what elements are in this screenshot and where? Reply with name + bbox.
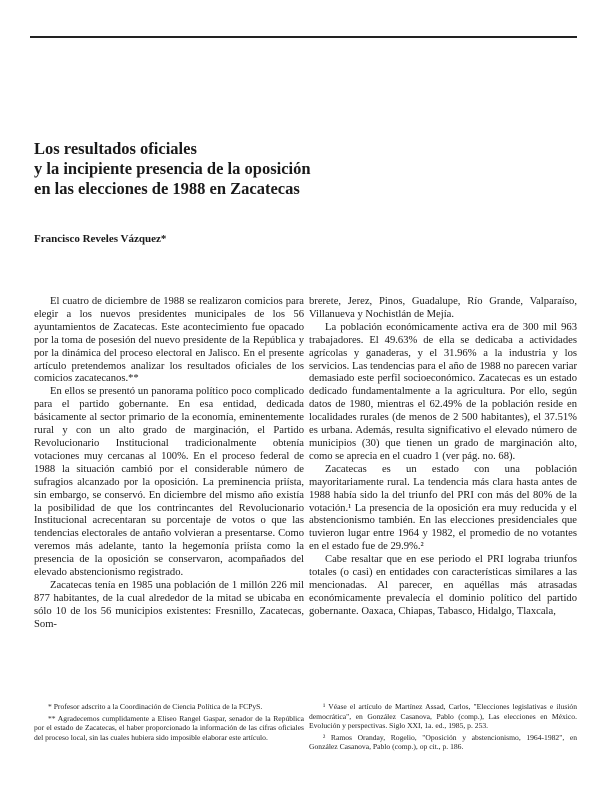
paragraph: El cuatro de diciembre de 1988 se realizaron comicios para elegir a los nuevos presidentes municipales de los 56 ayuntamientos de Zacatecas. Este acontecimiento fue opacado por la toma de posesión del nuevo presidente de la República y por la dinámica del proceso electoral en Jalisco. En el presente artículo pretendemos analizar los resultados oficiales de los comicios zacatecanos.** xyxy=(34,296,304,385)
footnotes-right xyxy=(309,702,577,754)
footnotes-left xyxy=(34,702,304,744)
paragraph: Zacatecas tenía en 1985 una población de 1 millón 226 mil 877 habitantes, de la cual alrededor de la mitad se ubicaba en sólo 10 de los 56 municipios existentes: Fresnillo, Zacatecas, Som- xyxy=(34,579,304,630)
footnote: ² Ramos Oranday, Rogelio, "Oposición y abstencionismo, 1964-1982", en González Casanova, Pablo (comp.), op cit., p. 186. xyxy=(309,732,577,752)
footnote: * Profesor adscrito a la Coordinación de Ciencia Política de la FCPyS. xyxy=(48,702,263,711)
right-column xyxy=(309,296,577,619)
left-column xyxy=(34,296,304,632)
paragraph: En ellos se presentó un panorama político poco complicado para el partido gobernante. En esa entidad, dedicada básicamente al sector primario de la economía, eminentemente rural y con un alto grado de marginación, el Partido Revolucionario Institucional tradicionalmente obtenía votaciones muy cercanas al 100%. En el proceso federal de 1988 la situación cambió por el considerable número de sufragios alcanzado por la oposición. La preminencia priísta, sin embargo, se conservó. En diciembre del mismo año existía la posibilidad de que los contrincantes del Revolucionario Institucional acrecentaran su porcentaje de votos o que las tendencias electorales de antaño volvieran a presentarse. Como veremos más adelante, tanto la hegemonía priísta como la presencia de la oposición se conservaron, acompañados del elevado abstencionismo registrado. xyxy=(34,386,304,579)
title-line-1: Los resultados oficiales xyxy=(34,139,197,158)
paragraph: Zacatecas es un estado con una población mayoritariamente rural. La tendencia más clara hasta antes de 1988 había sido la del triunfo del PRI con más del 80% de la votación.¹ La presencia de la oposición era muy reducida y el abstencionismo también. En las elecciones presidenciales que tuvieron lugar entre 1964 y 1982, el promedio de no votantes en el estado fue de 29.9%.² xyxy=(309,463,577,553)
paragraph: Cabe resaltar que en ese periodo el PRI lograba triunfos totales (o casi) en entidades con características similares a las mencionadas. Al parecer, en aquéllas más atrasadas económicamente prevalecía el dominio político del partido gobernante. Oaxaca, Chiapas, Tabasco, Hidalgo, Tlaxcala, xyxy=(309,554,577,617)
paragraph: La población económicamente activa era de 300 mil 963 trabajadores. El 49.63% de ella se dedicaba a actividades agrícolas y ganaderas, y el 31.96% a la industria y los servicios. Las tendencias para el año de 1988 no parecen variar demasiado este perfil socioeconómico. Zacatecas es un estado dedicado fundamentalmente a la agricultura. Por ello, según datos de 1980, mientras el 62.49% de la población reside en localidades rurales (de menos de 2 500 habitantes), el 37.51% es urbana. Además, resulta significativo el elevado número de municipios (30) que tienen un grado de marginación alto, como se aprecia en el cuadro 1 (ver pág. no. 68). xyxy=(309,321,577,462)
title-line-3: en las elecciones de 1988 en Zacatecas xyxy=(34,179,300,198)
paragraph: brerete, Jerez, Pinos, Guadalupe, Río Grande, Valparaíso, Villanueva y Nochistlán de Mejía. xyxy=(309,296,577,320)
author-byline: Francisco Reveles Vázquez* xyxy=(34,233,167,245)
footnote: ¹ Véase el artículo de Martínez Assad, Carlos, "Elecciones legislativas e ilusión democrática", en González Casanova, Pablo (comp.), Las elecciones en México. Evolución y perspectivas. Siglo XXI, 1a. ed., 1985, p. 253. xyxy=(309,702,577,731)
title-line-2: y la incipiente presencia de la oposición xyxy=(34,159,311,178)
article-title xyxy=(34,139,454,199)
footnote: ** Agradecemos cumplidamente a Eliseo Rangel Gaspar, senador de la República por el estado de Zacatecas, el haber proporcionado la información de las cifras oficiales del proceso local, sin las cuales hubiera sido imposible elaborar este artículo. xyxy=(34,713,304,742)
top-rule xyxy=(30,36,577,38)
